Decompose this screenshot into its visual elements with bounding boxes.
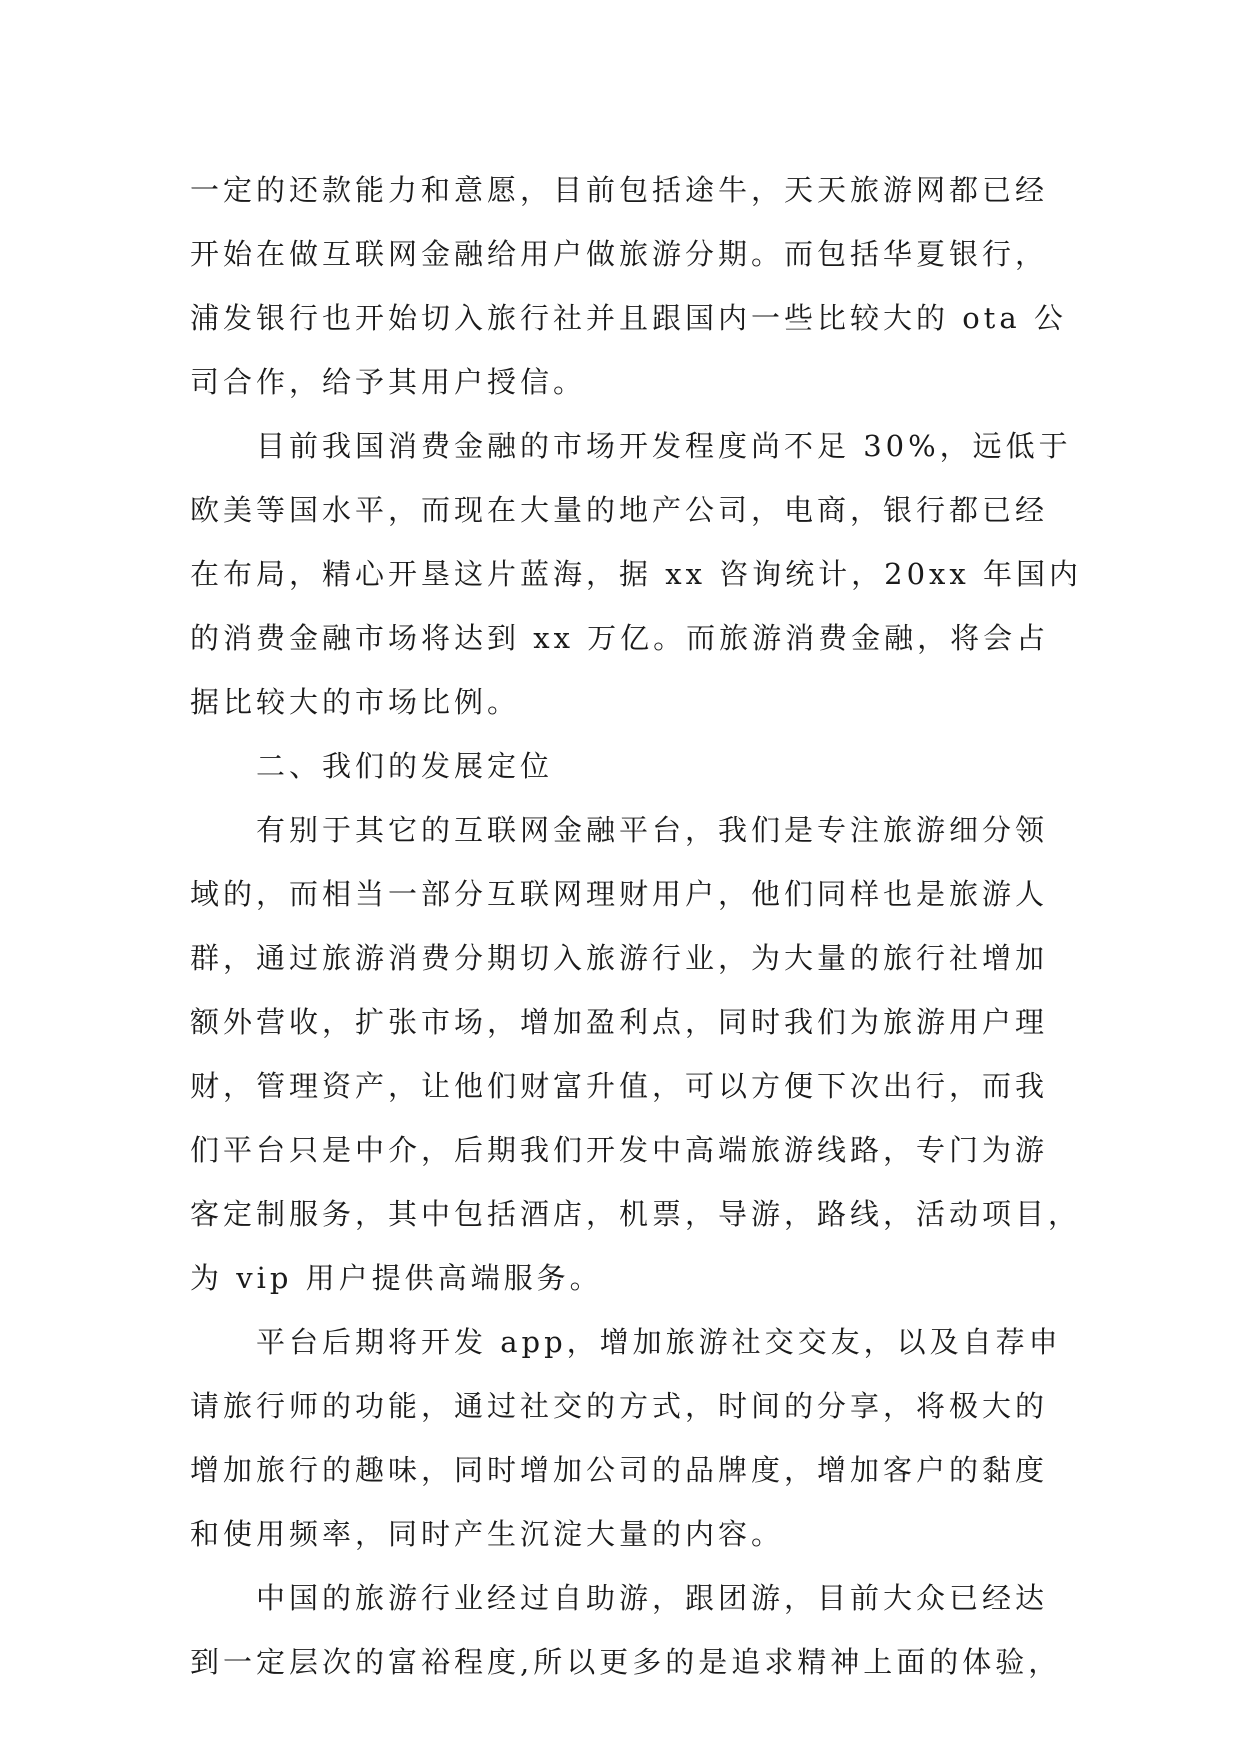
paragraph-line: 额外营收，扩张市场，增加盈利点，同时我们为旅游用户理 (190, 1005, 1049, 1039)
paragraph-line: 们平台只是中介，后期我们开发中高端旅游线路，专门为游 (190, 1133, 1049, 1167)
paragraph-line: 请旅行师的功能，通过社交的方式，时间的分享，将极大的 (190, 1389, 1049, 1423)
paragraph-line: 有别于其它的互联网金融平台，我们是专注旅游细分领 (256, 813, 1049, 847)
paragraph-line: 目前我国消费金融的市场开发程度尚不足 30%，远低于 (256, 429, 1072, 463)
paragraph-line: 域的，而相当一部分互联网理财用户，他们同样也是旅游人 (190, 877, 1049, 911)
paragraph-line: 浦发银行也开始切入旅行社并且跟国内一些比较大的 ota 公 (190, 301, 1067, 335)
paragraph-line: 司合作，给予其用户授信。 (190, 365, 587, 399)
paragraph-line: 和使用频率，同时产生沉淀大量的内容。 (190, 1517, 785, 1551)
paragraph-line: 中国的旅游行业经过自助游，跟团游，目前大众已经达 (256, 1581, 1049, 1615)
paragraph-line: 为 vip 用户提供高端服务。 (190, 1261, 603, 1295)
paragraph-line: 在布局，精心开垦这片蓝海，据 xx 咨询统计，20xx 年国内 (190, 557, 1082, 591)
paragraph-line: 欧美等国水平，而现在大量的地产公司，电商，银行都已经 (190, 493, 1049, 527)
paragraph-line: 一定的还款能力和意愿，目前包括途牛，天天旅游网都已经 (190, 173, 1049, 207)
paragraph-line: 群，通过旅游消费分期切入旅游行业，为大量的旅行社增加 (190, 941, 1049, 975)
paragraph-line: 财，管理资产，让他们财富升值，可以方便下次出行，而我 (190, 1069, 1049, 1103)
document-body (190, 158, 1082, 1694)
paragraph-line: 增加旅行的趣味，同时增加公司的品牌度，增加客户的黏度 (190, 1453, 1049, 1487)
paragraph-line: 的消费金融市场将达到 xx 万亿。而旅游消费金融，将会占 (190, 621, 1050, 655)
paragraph-line: 客定制服务，其中包括酒店，机票，导游，路线，活动项目， (190, 1197, 1082, 1231)
paragraph-line: 平台后期将开发 app，增加旅游社交交友，以及自荐申 (256, 1325, 1062, 1359)
paragraph-line: 到一定层次的富裕程度,所以更多的是追求精神上面的体验， (190, 1645, 1062, 1679)
paragraph-line: 开始在做互联网金融给用户做旅游分期。而包括华夏银行， (190, 237, 1049, 271)
paragraph-line: 据比较大的市场比例。 (190, 685, 521, 719)
section-heading: 二、我们的发展定位 (256, 749, 554, 783)
